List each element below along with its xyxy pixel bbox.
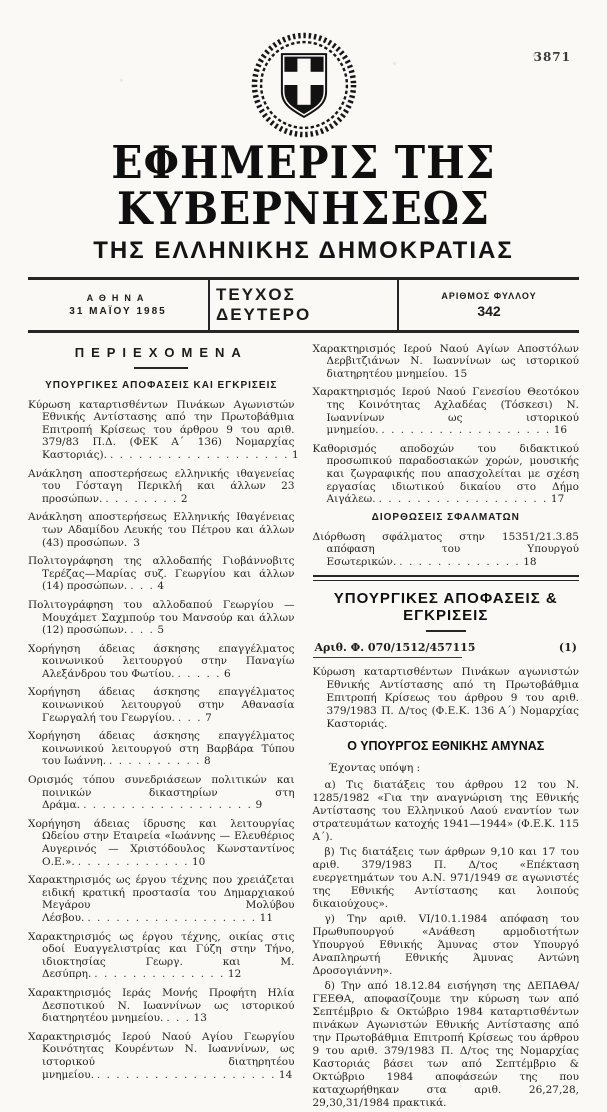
masthead-issue-type [210, 280, 399, 330]
toc-item-text: Πολιτογράφηση της αλλοδαπής Γιοβάννοβιτς Τερέζας—Μαρίας συζ. Γεωργίου και άλλων (14) προσώπων. [28, 555, 295, 593]
toc-item-number: 8 [203, 755, 211, 768]
minister-heading: Ο ΥΠΟΥΡΓΟΣ ΕΘΝΙΚΗΣ ΑΜΥΝΑΣ [347, 738, 545, 753]
contents-heading: ΠΕΡΙΕΧΟΜΕΝΑ [74, 344, 248, 360]
issue-number-label: ΑΡΙΘΜΟΣ ΦΥΛΛΟΥ [441, 290, 537, 301]
toc-item [28, 818, 295, 868]
decision-ref-number: Αριθ. Φ. 070/1512/457115 [314, 640, 476, 654]
toc-item-number: 1 [291, 448, 299, 461]
decision-clause-a: α) Τις διατάξεις του άρθρου 12 του Ν. 1285/1982 «Για την αναγνώριση της Εθνικής Αντίστασης του Ελληνικού Λαού εναντίον των στρατευμάτων κατοχής 1941—1944» (Φ.Ε.Κ. 115 Α΄). [312, 778, 579, 843]
toc-section-ministerial: ΥΠΟΥΡΓΙΚΕΣ ΑΠΟΦΑΣΕΙΣ ΚΑΙ ΕΓΚΡΙΣΕΙΣ [45, 379, 278, 391]
decision-reference-underline [313, 657, 462, 658]
decisions-heading-rule [426, 630, 466, 632]
toc-leader-dots: . . . . . . . . . . . . . [399, 555, 521, 568]
masthead-place: ΑΘΗΝΑ [86, 292, 150, 303]
toc-item-text: Κύρωση καταρτισθέντων Πινάκων Αγωνιστών Εθνικής Αντίστασης από την Πρωτοβάθμια Επιτροπή Κρίσεως του άρθρου 9 του αριθ. 379/83 Π.Δ. (ΦΕΚ Α΄ 136) Νομαρχίας Καστοριάς). [28, 398, 295, 461]
toc-leader-dots: . . . [130, 580, 155, 593]
toc-section-corrections: ΔΙΟΡΘΩΣΕΙΣ ΣΦΑΛΜΑΤΩΝ [371, 511, 520, 523]
emblem-container [0, 30, 607, 140]
issue-number-value: 342 [477, 302, 501, 319]
toc-item [28, 686, 295, 724]
toc-item-text: Χαρακτηρισμός ως έργου τέχνης, οικίας στις οδοί Ευαγγελιστρίας και Γύζη στην Τήνο, ιδιοκτησίας Γεωργ. και Μ. Δεσύπρη. [28, 930, 295, 981]
toc-item [28, 643, 295, 681]
toc-leader-dots: . . . . . . . . . . . . . . [94, 968, 225, 981]
toc-item-text: Καθορισμός αποδοχών του διδακτικού προσωπικού παραδοσιακών χορών, μουσικής και ζωγραφικής που απασχολείται με σχέση εργασίας ιδιωτικού δικαίου στο Δήμο Αιγάλεω. [312, 442, 579, 506]
toc-leader-dots: . . . . . . . . . . . . . . . . . . [83, 799, 253, 812]
toc-item [28, 555, 295, 593]
toc-item-number: 13 [193, 1012, 207, 1025]
toc-item-number: 9 [255, 799, 263, 812]
toc-leader-dots: . . . . . . . . . . [109, 755, 201, 768]
toc-leader-dots: . . . . . [177, 667, 222, 680]
toc-item [28, 730, 295, 768]
toc-item-text: Ανάκληση αποστερήσεως Ελληνικής Ιθαγένειας των Αδαμίδου Λευκής του Πέτρου και άλλων (43) προσώπων. [28, 511, 295, 549]
toc-item [28, 774, 295, 812]
toc-item-number: 2 [180, 492, 188, 505]
toc-item-text: Χαρακτηρισμός Ιερού Ναού Αγίου Γεωργίου Κοινότητας Κουρέντων Ν. Ιωαννίνων, ως ιστορικού διατηρητέου μνημείου. [28, 1030, 295, 1081]
toc-leader-dots: . . . . . . . . . . . . . . . . . . . [96, 1068, 276, 1081]
toc-item-text: Ανάκληση αποστερήσεως ελληνικής ιθαγενείας του Γόσταγη Περικλή και άλλων 23 προσώπων. [28, 467, 295, 505]
toc-item [28, 398, 299, 462]
gazette-page [0, 30, 607, 1109]
toc-leader-dots: . . . . . . . . . . . . . . . . . . . [109, 448, 289, 461]
greek-coat-of-arms-icon [249, 30, 359, 140]
toc-item-number: 15 [453, 367, 468, 380]
section-divider [313, 575, 580, 581]
decision-ref-index: (1) [558, 640, 577, 654]
toc-item-number: 3 [133, 536, 140, 549]
content-columns [28, 343, 579, 1112]
toc-item [313, 343, 580, 381]
toc-item-text: Διόρθωση σφάλματος στην 15351/21.3.85 απόφαση του Υπουργού Εσωτερικών. [312, 530, 579, 568]
toc-item-text: Πολιτογράφηση του αλλοδαπού Γεωργίου — Μουχάμετ Σαχμπούρ του Μανσούρ και άλλων (12) προσώπων. [28, 598, 295, 637]
toc-item [28, 511, 295, 549]
issue-type-label: ΤΕΥΧΟΣ ΔΕΥΤΕΡΟ [216, 284, 312, 324]
toc-item [313, 386, 580, 436]
toc-leader-dots: . . . . . . . . . . . . . . . . . . [381, 424, 551, 437]
toc-item-number: 16 [553, 424, 568, 437]
toc-item-number: 12 [227, 968, 242, 981]
toc-item-text: Χορήγηση άδειας άσκησης επαγγέλματος κοινωνικού λειτουργού στην Παναγίω Αλεξάνδρου του Φωτίου. [28, 642, 295, 680]
toc-item-number: 4 [157, 580, 165, 593]
toc-item [313, 531, 580, 569]
toc-item-number: 10 [192, 855, 206, 868]
toc-leader-dots: . . . . . . . . [105, 492, 178, 505]
gazette-subtitle: ΤΗΣ ΕΛΛΗΝΙΚΗΣ ΔΗΜΟΚΡΑΤΙΑΣ [93, 236, 514, 264]
toc-item-text: Χαρακτηρισμός Ιερού Ναού Αγίων Αποστόλων Δερβιτζιάνων Ν. Ιωαννίνων ως ιστορικού διατηρητέου μνημείου. [312, 342, 579, 380]
masthead-place-date [28, 280, 210, 330]
toc-item [28, 468, 295, 506]
masthead-bar [28, 277, 579, 333]
toc-item-number: 5 [157, 624, 165, 637]
masthead-date: 31 ΜΑΪΟΥ 1985 [69, 305, 167, 317]
toc-item [28, 987, 295, 1025]
decision-clause-d: δ) Την από 18.12.84 εισήγηση της ΔΕΠΑΘΑ/ΓΕΕΘΑ, αποφασίζουμε την κύρωση των από Σεπτέμβριο & Οκτώβριο 1984 καταρτισθέντων πινάκων Αγωνιστών Εθνικής Αντίστασης από την Πρωτοβάθμια Επιτροπή Κρίσεως του άρθρου 9 του αριθ. 379/1983 Π. Δ/τος της Νομαρχίας Καστοριάς βάσει των από Σεπτέμβριο & Οκτώβριο 1984 αποφάσεών της που καταχωρήθηκαν στα αριθ. 26,27,28, 29,30,31/1984 πρακτικά. [312, 979, 579, 1109]
toc-leader-dots: . . . [130, 624, 155, 637]
toc-item-number: 14 [278, 1068, 293, 1081]
toc-item-number: 11 [259, 911, 274, 924]
toc-item-number: 17 [550, 493, 565, 506]
heading-rule [134, 367, 188, 369]
toc-leader-dots: . . . [166, 1012, 191, 1025]
decisions-heading: ΥΠΟΥΡΓΙΚΕΣ ΑΠΟΦΑΣΕΙΣ & ΕΓΚΡΙΣΕΙΣ [333, 589, 558, 624]
toc-leader-dots: . . . . . . . . . . . . . . . . . . [378, 493, 548, 506]
decision-reference-line [315, 641, 578, 654]
toc-item [28, 874, 295, 924]
toc-item-number: 18 [523, 555, 537, 568]
decision-preamble: Έχοντας υπόψη : [328, 761, 421, 774]
decision-clause-c: γ) Την αριθ. VI/10.1.1984 απόφαση του Πρωθυπουργού «Ανάθεση αρμοδιοτήτων Υπουργού Εθνικής Άμυνας στον Υπουργό Αναπληρωτή Εθνικής Άμυνας Αντώνη Δροσογιάννη». [312, 912, 579, 977]
gazette-title: ΕΦΗΜΕΡΙΣ ΤΗΣ ΚΥΒΕΡΝΗΣΕΩΣ [111, 136, 496, 235]
toc-leader-dots: . . . . . . . . . . . . . . . . . . [87, 911, 257, 924]
toc-item [28, 599, 295, 637]
toc-item-text: Χαρακτηρισμός Ιεράς Μονής Προφήτη Ηλία Δεσποτικού Ν. Ιωαννίνων ως ιστορικού διατηρητέου μνημείου. [28, 986, 295, 1025]
sheet-number: 3871 [533, 50, 571, 64]
decision-subject: Κύρωση καταρτισθέντων Πινάκων αγωνιστών Εθνικής Αντίστασης από τη Πρωτοβάθμια Επιτροπή Κρίσεως του άρθρου 9 του αριθ. 379/1983 Π. Δ/τος (Φ.Ε.Κ. 136 Α΄) Νομαρχίας Καστοριάς. [312, 665, 579, 730]
decision-clause-b: β) Τις διατάξεις των άρθρων 9,10 και 17 του αριθ. 379/1983 Π. Δ/τος «Επέκταση ευεργετημάτων του Α.Ν. 971/1949 σε αγωνιστές της Εθνικής Αντίστασης και λοιπούς δικαιούχους». [312, 845, 579, 910]
toc-item-text: Χαρακτηρισμός Ιερού Ναού Γενεσίου Θεοτόκου της Κοινότητας Αχλαδέας (Τόσκεσι) Ν. Ιωαννίνων ως ιστορικού μνημείου. [312, 386, 579, 437]
toc-item [28, 1031, 295, 1081]
right-column [313, 343, 580, 1112]
toc-item [28, 931, 295, 981]
toc-item-text: Χαρακτηρισμός ως έργου τέχνης που χρειάζεται ειδική κρατική προστασία του Δημαρχιακού Μεγάρου Μολύβου Λέσβου. [28, 874, 295, 924]
toc-leader-dots: . . . [177, 711, 203, 724]
toc-item-text: Χορήγηση άδειας άσκησης επαγγέλματος κοινωνικού λειτουργού στη Βαρβάρα Τύπου του Ιωάννη. [28, 730, 295, 768]
toc-item-text: Χορήγηση άδειας ίδρυσης και λειτουργίας Ωδείου στην Εταιρεία «Ιωάννης — Ελευθέριος Αυγερινός — Χριστόδουλος Κωνσταντίνος Ο.Ε.». [28, 817, 295, 868]
toc-item-number: 7 [205, 711, 212, 724]
toc-item-text: Χορήγηση άδειας άσκησης επαγγέλματος κοινωνικού λειτουργού στην Αθανασία Γεωργαλή του Γεωργίου. [28, 686, 295, 724]
toc-item [313, 443, 580, 506]
toc-leader-dots: . . . . . . . . . . . . [77, 855, 189, 868]
masthead-issue-number [399, 280, 579, 330]
toc-item-number: 6 [224, 667, 231, 680]
left-column [28, 343, 299, 1088]
toc-item-text: Ορισμός τόπου συνεδριάσεων πολιτικών και ποινικών δικαστηρίων στη Δράμα. [28, 774, 295, 812]
